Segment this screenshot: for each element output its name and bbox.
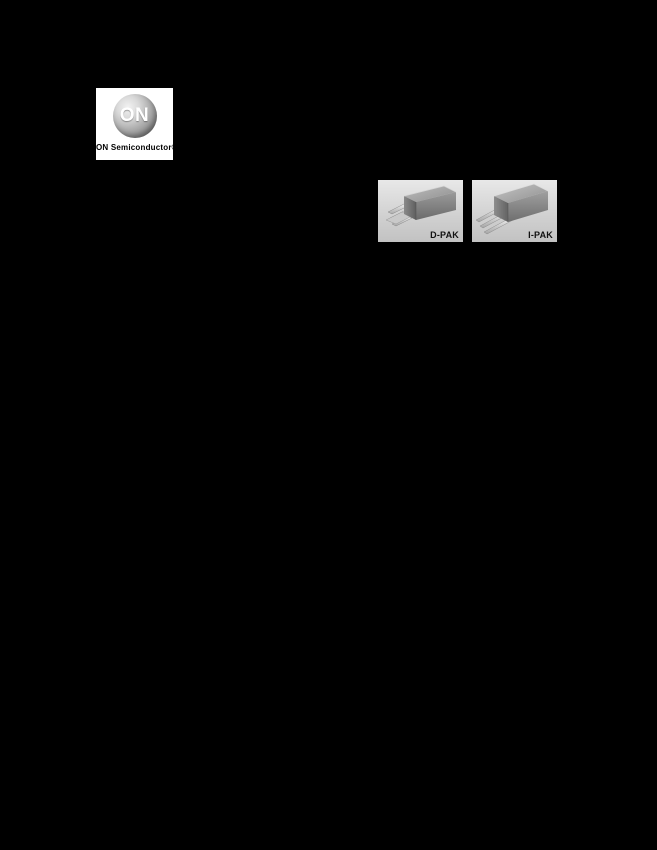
logo-orb — [96, 88, 173, 143]
package-caption-ipak: I-PAK — [528, 230, 553, 240]
logo-orb-text: ON — [119, 105, 150, 126]
logo-wordmark: ON Semiconductor® — [96, 143, 178, 152]
package-caption-dpak: D-PAK — [430, 230, 459, 240]
package-image-ipak — [472, 180, 557, 242]
on-semiconductor-logo — [96, 88, 178, 160]
package-image-dpak — [378, 180, 463, 242]
